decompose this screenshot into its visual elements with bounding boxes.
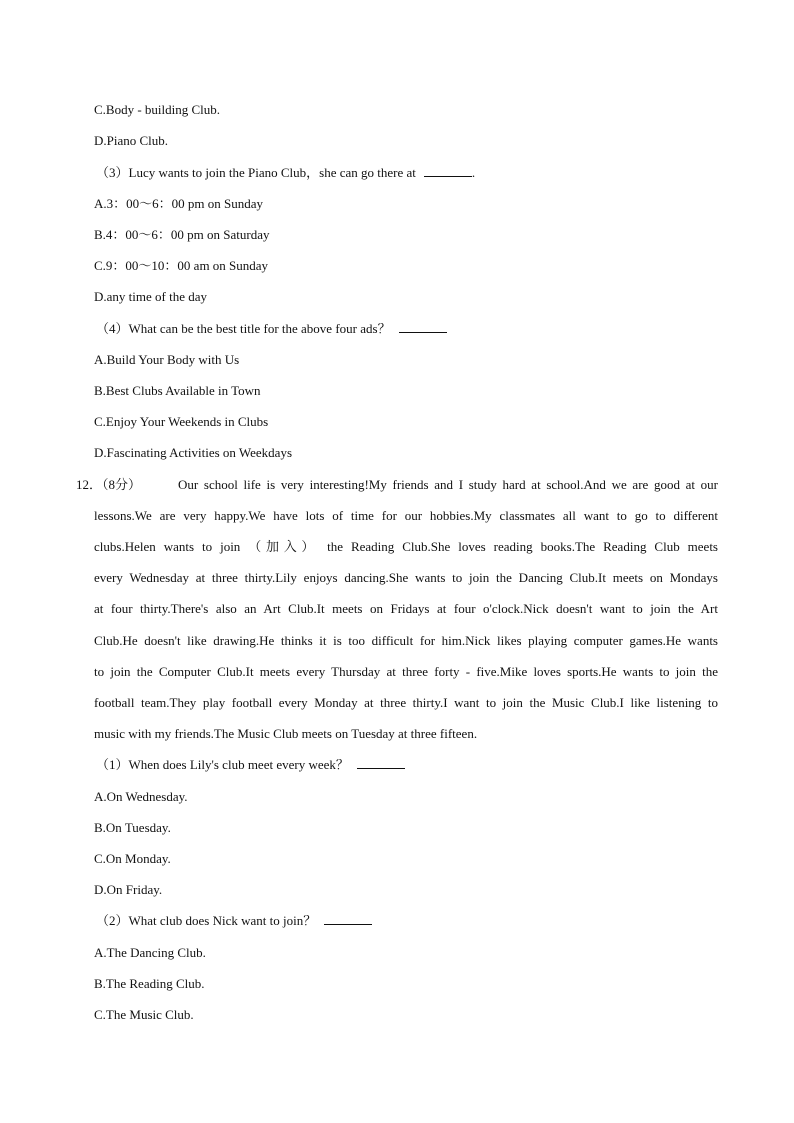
passage-line: every Wednesday at three thirty.Lily enjoys dancing.She wants to join the Dancing Club.It meets on Mondays (94, 570, 718, 585)
question-stem (96, 321, 447, 337)
option-b: B.The Reading Club. (94, 976, 205, 991)
passage-line: lessons.We are very happy.We have lots of time for our hobbies.My classmates all want to go to different (94, 508, 718, 523)
question-stem (96, 913, 372, 929)
passage-line: football team.They play football every Monday at three thirty.I want to join the Music Club.I like listening to (94, 695, 718, 710)
passage-line: to join the Computer Club.It meets every Thursday at three forty - five.Mike loves sports.He wants to join the (94, 664, 718, 679)
passage-line: clubs.Helen wants to join （加入） the Reading Club.She loves reading books.The Reading Club meets (94, 539, 718, 554)
question-stem-text: （4）What can be the best title for the above four ads？ (96, 321, 391, 336)
stem-period: . (471, 165, 476, 180)
question-stem-text: （2）What club does Nick want to join？ (96, 913, 317, 928)
option-c: C.9：00～10：00 am on Sunday (94, 258, 269, 273)
option-a: A.Build Your Body with Us (94, 352, 240, 367)
option-c: C.On Monday. (94, 851, 171, 866)
answer-blank[interactable] (357, 757, 405, 769)
answer-blank[interactable] (324, 913, 372, 925)
passage-line: music with my friends.The Music Club meets on Tuesday at three fifteen. (94, 726, 478, 741)
option-d: D.Piano Club. (94, 133, 169, 148)
option-d: D.any time of the day (94, 289, 207, 304)
question-stem-text: （1）When does Lily's club meet every week？ (96, 757, 349, 772)
passage-line: Club.He doesn't like drawing.He thinks it is too difficult for him.Nick likes playing computer games.He wants (94, 633, 718, 648)
option-b: B.Best Clubs Available in Town (94, 383, 261, 398)
option-c: C.The Music Club. (94, 1007, 194, 1022)
option-b: B.4：00～6：00 pm on Saturday (94, 227, 270, 242)
question-stem (96, 757, 405, 773)
question-stem (96, 165, 475, 181)
option-a: A.3：00～6：00 pm on Sunday (94, 196, 264, 211)
option-d: D.On Friday. (94, 882, 163, 897)
option-a: A.The Dancing Club. (94, 945, 206, 960)
answer-blank[interactable] (424, 165, 472, 177)
passage-line: Our school life is very interesting!My friends and I study hard at school.And we are good at our (178, 477, 718, 492)
option-a: A.On Wednesday. (94, 789, 188, 804)
answer-blank[interactable] (399, 321, 447, 333)
passage-line: at four thirty.There's also an Art Club.It meets on Fridays at four o'clock.Nick doesn't want to join the Art (94, 601, 718, 616)
option-c: C.Body - building Club. (94, 102, 221, 117)
option-c: C.Enjoy Your Weekends in Clubs (94, 414, 269, 429)
option-b: B.On Tuesday. (94, 820, 171, 835)
option-d: D.Fascinating Activities on Weekdays (94, 445, 293, 460)
question-stem-text: （3）Lucy wants to join the Piano Club，she can go there at (96, 165, 416, 180)
question-number: 12．（8分） (76, 477, 142, 492)
